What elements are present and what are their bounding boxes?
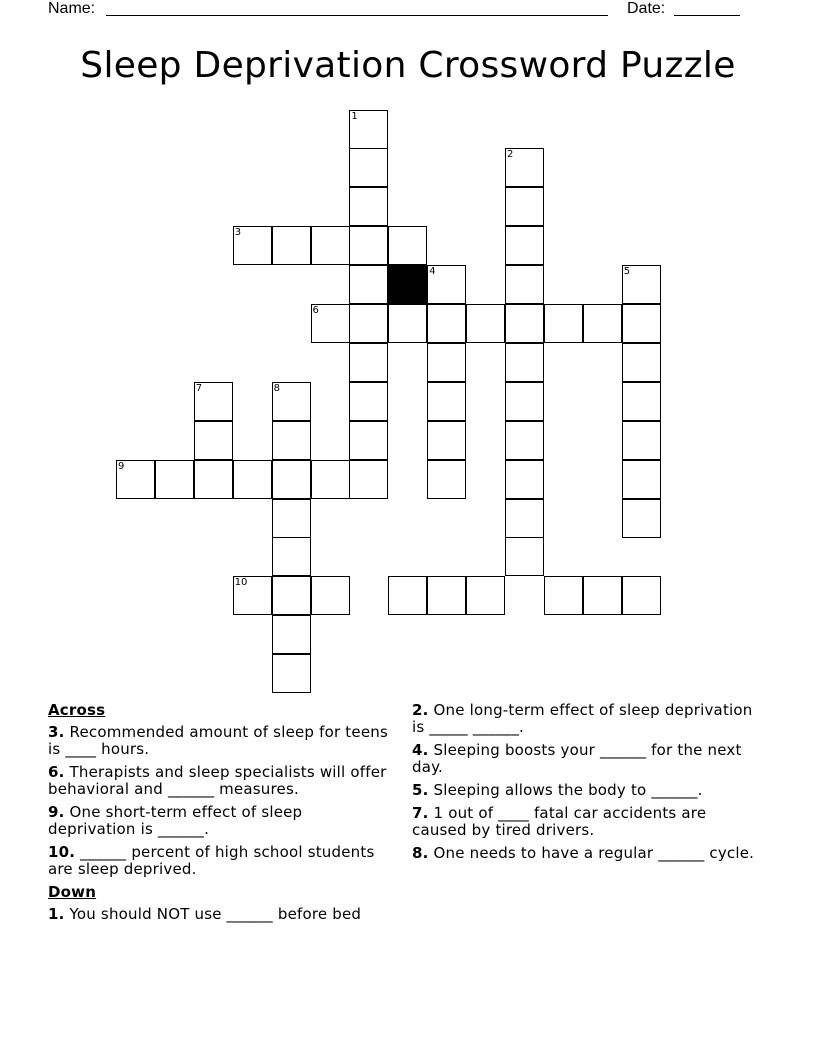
clue-text: ______ percent of high school students are sleep deprived. <box>48 843 375 878</box>
down-clue-8 <box>412 845 757 862</box>
grid-cell[interactable] <box>505 187 544 226</box>
grid-cell[interactable] <box>622 460 661 499</box>
grid-cell-5[interactable] <box>622 265 661 304</box>
grid-cell[interactable] <box>505 537 544 576</box>
grid-cell[interactable] <box>311 576 350 615</box>
grid-cell[interactable] <box>544 304 583 343</box>
across-clue-3 <box>48 724 388 758</box>
grid-cell[interactable] <box>272 421 311 460</box>
grid-cell[interactable] <box>427 304 466 343</box>
grid-cell[interactable] <box>622 576 661 615</box>
clue-number-label: 7 <box>195 382 203 394</box>
down-clue-7 <box>412 805 757 839</box>
clue-text: Sleeping allows the body to ______. <box>428 781 703 799</box>
grid-cell[interactable] <box>427 382 466 421</box>
clue-text: You should NOT use ______ before bed <box>64 905 362 923</box>
clue-number: 7. <box>412 804 429 822</box>
grid-cell[interactable] <box>427 460 466 499</box>
down-clue-5 <box>412 782 757 799</box>
grid-cell[interactable] <box>427 421 466 460</box>
clue-number-label: 8 <box>273 382 280 394</box>
grid-cell-3[interactable] <box>233 226 272 265</box>
down-heading: Down <box>48 883 97 901</box>
clue-number-label: 10 <box>234 577 248 589</box>
grid-cell[interactable] <box>349 226 388 265</box>
clue-number-label: 1 <box>351 110 358 122</box>
grid-cell[interactable] <box>272 576 311 615</box>
clue-number: 6. <box>48 763 65 781</box>
grid-cell-1[interactable] <box>349 110 388 149</box>
clue-number: 2. <box>412 701 429 719</box>
clue-text: One long-term effect of sleep deprivation is _____ ______. <box>412 701 753 736</box>
clues-left-column <box>48 702 388 929</box>
clue-text: Recommended amount of sleep for teens is ____ hours. <box>48 723 388 758</box>
grid-cell[interactable] <box>622 499 661 538</box>
grid-cell[interactable] <box>505 382 544 421</box>
grid-cell[interactable] <box>505 460 544 499</box>
grid-cell[interactable] <box>622 343 661 382</box>
grid-cell[interactable] <box>388 226 427 265</box>
grid-cell[interactable] <box>388 304 427 343</box>
across-heading: Across <box>48 701 106 719</box>
clue-number: 1. <box>48 905 65 923</box>
grid-cell[interactable] <box>349 265 388 304</box>
name-label: Name: <box>48 0 96 17</box>
clue-text: One short-term effect of sleep deprivation is ______. <box>48 803 303 838</box>
grid-cell[interactable] <box>622 421 661 460</box>
grid-cell[interactable] <box>505 226 544 265</box>
grid-cell[interactable] <box>233 460 272 499</box>
grid-cell[interactable] <box>272 537 311 576</box>
grid-cell[interactable] <box>311 226 350 265</box>
grid-cell[interactable] <box>466 304 505 343</box>
clue-number-label: 6 <box>312 305 319 316</box>
clue-number: 3. <box>48 723 65 741</box>
grid-cell-6[interactable] <box>311 304 350 343</box>
clues-right-column <box>412 702 757 868</box>
date-label: Date: <box>627 0 666 17</box>
grid-cell[interactable] <box>388 576 427 615</box>
down-clue-2 <box>412 702 757 736</box>
blocked-cell <box>388 265 427 304</box>
grid-cell-2[interactable] <box>505 148 544 187</box>
grid-cell[interactable] <box>272 460 311 499</box>
clue-number: 10. <box>48 843 76 861</box>
grid-cell[interactable] <box>349 421 388 460</box>
grid-cell[interactable] <box>505 421 544 460</box>
grid-cell[interactable] <box>505 343 544 382</box>
clue-text: 1 out of ____ fatal car accidents are caused by tired drivers. <box>412 804 707 839</box>
grid-cell[interactable] <box>349 460 388 499</box>
clue-number-label: 3 <box>234 227 242 239</box>
grid-cell[interactable] <box>505 499 544 538</box>
clue-number: 8. <box>412 844 429 862</box>
grid-cell[interactable] <box>349 148 388 187</box>
grid-cell-9[interactable] <box>116 460 155 499</box>
down-clue-1 <box>48 906 388 923</box>
across-clue-10 <box>48 844 388 878</box>
puzzle-title: Sleep Deprivation Crossword Puzzle <box>80 45 736 86</box>
grid-cell[interactable] <box>272 615 311 654</box>
grid-cell[interactable] <box>583 304 622 343</box>
clue-number-label: 9 <box>118 460 125 472</box>
grid-cell[interactable] <box>622 304 661 343</box>
clue-number: 4. <box>412 741 429 759</box>
grid-cell[interactable] <box>505 265 544 304</box>
grid-cell-8[interactable] <box>272 382 311 421</box>
grid-cell[interactable] <box>194 421 233 460</box>
grid-cell[interactable] <box>349 382 388 421</box>
clue-text: One needs to have a regular ______ cycle. <box>428 844 755 862</box>
grid-cell-4[interactable] <box>427 265 466 304</box>
down-clue-4 <box>412 742 757 776</box>
grid-cell-7[interactable] <box>194 382 233 421</box>
clue-text: Sleeping boosts your ______ for the next day. <box>412 741 742 776</box>
clue-number: 9. <box>48 803 65 821</box>
grid-cell[interactable] <box>427 576 466 615</box>
grid-cell[interactable] <box>505 304 544 343</box>
clue-number-label: 5 <box>623 266 631 278</box>
grid-cell-10[interactable] <box>233 576 272 615</box>
grid-cell[interactable] <box>583 576 622 615</box>
grid-cell[interactable] <box>155 460 194 499</box>
clue-number-label: 4 <box>429 266 436 278</box>
across-clue-list <box>48 724 388 878</box>
grid-cell[interactable] <box>272 654 311 693</box>
grid-cell[interactable] <box>194 460 233 499</box>
grid-cell[interactable] <box>349 187 388 226</box>
clue-number-label: 2 <box>507 149 514 161</box>
grid-cell[interactable] <box>272 226 311 265</box>
grid-cell[interactable] <box>349 304 388 343</box>
clue-number: 5. <box>412 781 429 799</box>
grid-cell[interactable] <box>544 576 583 615</box>
grid-cell[interactable] <box>427 343 466 382</box>
grid-cell[interactable] <box>311 460 350 499</box>
grid-cell[interactable] <box>466 576 505 615</box>
clue-text: Therapists and sleep specialists will offer behavioral and ______ measures. <box>48 763 387 798</box>
grid-cell[interactable] <box>622 382 661 421</box>
grid-cell[interactable] <box>349 343 388 382</box>
grid-cell[interactable] <box>272 499 311 538</box>
across-clue-9 <box>48 804 388 838</box>
across-clue-6 <box>48 764 388 798</box>
